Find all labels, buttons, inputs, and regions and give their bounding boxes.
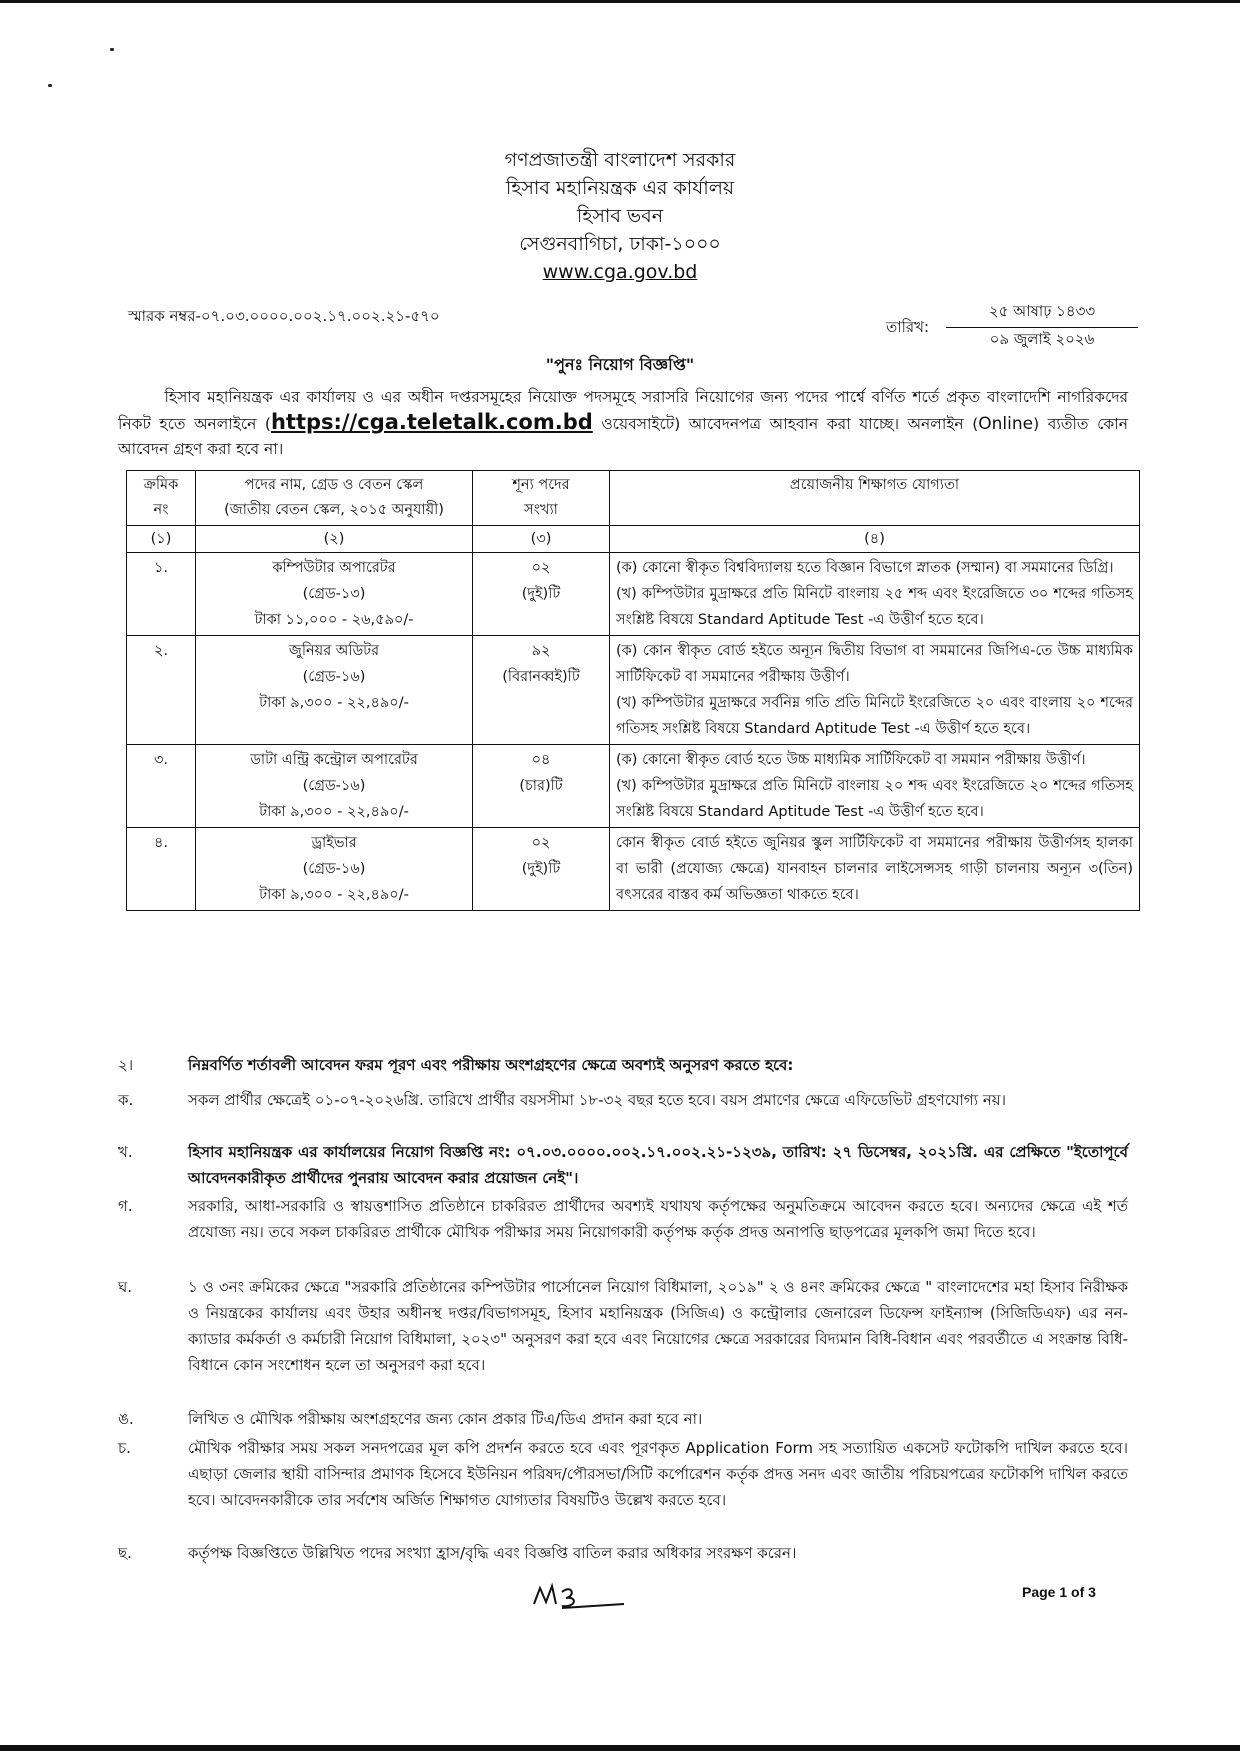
table-row (127, 553, 1140, 636)
row-count (473, 553, 610, 636)
header-post-line1: পদের নাম, গ্রেড ও বেতন স্কেল (244, 477, 424, 493)
post-grade: (গ্রেড-১৬) (302, 669, 366, 685)
date-bangla: ২৫ আষাঢ় ১৪৩৩ (946, 300, 1138, 328)
count-number: ০৪ (531, 752, 551, 768)
post-scale: টাকা ৯,৩০০ - ২২,৪৯০/- (259, 804, 409, 820)
bottom-border (0, 1745, 1240, 1751)
condition-marker: চ. (118, 1439, 131, 1457)
qualification-a: কোন স্বীকৃত বোর্ড হইতে জুনিয়র স্কুল সার্টিফিকেট বা সমমানের পরীক্ষায় উত্তীর্ণসহ হালকা বা ভারী (প্রযোজ্য ক্ষেত্রে) যানবাহন চালনার লাইসেন্সসহ গাড়ী চালনায় অন্যূন ৩(তিন) বৎসরের বাস্তব কর্ম অভিজ্ঞতা থাকতে হবে। (616, 835, 1133, 903)
row-count (473, 828, 610, 911)
scan-speck (48, 84, 52, 87)
condition-marker: খ. (118, 1143, 133, 1161)
column-number: (৩) (473, 526, 610, 553)
condition-text: লিখিত ও মৌখিক পরীক্ষায় অংশগ্রহণের জন্য কোন প্রকার টিএ/ডিএ প্রদান করা হবে না। (188, 1410, 703, 1428)
column-number: (৪) (610, 526, 1140, 553)
count-number: ০২ (531, 835, 551, 851)
page-number: Page 1 of 3 (1022, 1584, 1096, 1600)
intro-text-3: ) ব্যতীত কোন আবেদন গ্রহণ করা হবে না। (118, 415, 1128, 458)
address: সেগুনবাগিচা, ঢাকা-১০০০ (519, 233, 721, 255)
office-name: হিসাব মহানিয়ন্ত্রক এর কার্যালয় (505, 177, 735, 199)
post-grade: (গ্রেড-১৬) (302, 778, 366, 794)
qualification-a: (ক) কোনো স্বীকৃত বোর্ড হতে উচ্চ মাধ্যমিক সার্টিফিকেট বা সমমান পরীক্ষায় উত্তীর্ণ। (616, 752, 1086, 768)
qualification-b: (খ) কম্পিউটার মুদ্রাক্ষরে প্রতি মিনিটে বাংলায় ২৫ শব্দ এবং ইংরেজিতে ৩০ শব্দের গতিসহ সংশ্লিষ্ট বিষয়ে Standard Aptitude Test -এ উত্তীর্ণ হতে হবে। (616, 586, 1133, 628)
row-count (473, 636, 610, 745)
row-serial: ৪. (127, 828, 196, 911)
govt-name: গণপ্রজাতন্ত্রী বাংলাদেশ সরকার (504, 149, 736, 171)
post-scale: টাকা ১১,০০০ - ২৬,৫৯০/- (254, 612, 414, 628)
row-post (196, 745, 473, 828)
count-number: ৯২ (531, 643, 551, 659)
condition-marker: ঙ. (118, 1410, 134, 1428)
condition-text: ১ ও ৩নং ক্রমিকের ক্ষেত্রে "সরকারি প্রতিষ্ঠানের কম্পিউটার পার্সোনেল নিয়োগ বিধিমালা, ২০১৯" ২ ও ৪নং ক্রমিকের ক্ষেত্রে " বাংলাদেশের মহা হিসাব নিরীক্ষক ও নিয়ন্ত্রকের কার্যালয় এবং উহার অধীনস্থ দপ্তর/বিভাগসমূহ, হিসাব মহানিয়ন্ত্রক (সিজিএ) ও কন্ট্রোলার জেনারেল ডিফেন্স ফাইন্যান্স (সিজিডিএফ) এর নন-ক্যাডার কর্মকর্তা ও কর্মচারী নিয়োগ বিধিমালা, ২০২৩" অনুসরণ করা হবে এবং নিয়োগের ক্ষেত্রে সরকারের বিদ্যমান বিধি-বিধান এবং পরবর্তীতে এ সংক্রান্ত বিধি-বিধানে কোন সংশোধন হলে তা অনুসরণ করা হবে। (188, 1278, 1128, 1374)
count-words: (দুই)টি (521, 861, 561, 877)
count-words: (দুই)টি (521, 586, 561, 602)
post-grade: (গ্রেড-১৩) (302, 586, 366, 602)
row-serial: ১. (127, 553, 196, 636)
condition-text: মৌখিক পরীক্ষার সময় সকল সনদপত্রের মূল কপি প্রদর্শন করতে হবে এবং পূরণকৃত Application Form সহ সত্যায়িত একসেট ফটোকপি দাখিল করতে হবে। এছাড়া জেলার স্থায়ী বাসিন্দার প্রমাণক হিসেবে ইউনিয়ন পরিষদ/পৌরসভা/সিটি কর্পোরেশন কর্তৃক প্রদত্ত সনদ এবং জাতীয় পরিচয়পত্রের ফটোকপি দাখিল করতে হবে। আবেদনকারীকে তার সর্বশেষ অর্জিত শিক্ষাগত যোগ্যতার বিষয়টিও উল্লেখ করতে হবে। (188, 1439, 1128, 1509)
date-english: ০৯ জুলাই ২০২৬ (989, 330, 1095, 348)
count-words: (বিরানব্বই)টি (502, 669, 580, 685)
post-name: কম্পিউটার অপারেটর (272, 560, 396, 576)
posts-table (126, 470, 1140, 911)
header-post (196, 471, 473, 526)
table-header-row (127, 471, 1140, 526)
header-serial (127, 471, 196, 526)
column-number-row (127, 526, 1140, 553)
table-row (127, 828, 1140, 911)
letterhead (0, 146, 1240, 286)
online-word: Online (978, 414, 1034, 434)
condition-text: কর্তৃপক্ষ বিজ্ঞপ্তিতে উল্লিখিত পদের সংখ্যা হ্রাস/বৃদ্ধি এবং বিজ্ঞপ্তি বাতিল করার অধিকার সংরক্ষণ করেন। (188, 1544, 797, 1562)
row-post (196, 636, 473, 745)
row-qualification (610, 828, 1140, 911)
table-row (127, 636, 1140, 745)
condition-marker: ক. (118, 1091, 134, 1109)
row-post (196, 553, 473, 636)
post-grade: (গ্রেড-১৬) (302, 861, 366, 877)
post-scale: টাকা ৯,৩০০ - ২২,৪৯০/- (259, 887, 409, 903)
header-vacancy-line2: সংখ্যা (524, 502, 558, 518)
header-serial-line1: ক্রমিক (143, 477, 179, 493)
row-serial: ২. (127, 636, 196, 745)
condition-marker: ঘ. (118, 1278, 133, 1296)
website-link[interactable]: www.cga.gov.bd (542, 261, 698, 283)
column-number: (২) (196, 526, 473, 553)
post-name: ডাটা এন্ট্রি কন্ট্রোল অপারেটর (250, 752, 418, 768)
row-qualification (610, 553, 1140, 636)
application-url-link[interactable]: https://cga.teletalk.com.bd (270, 410, 593, 434)
header-vacancy-line1: শূন্য পদের (512, 477, 570, 493)
header-serial-line2: নং (153, 502, 169, 518)
column-number: (১) (127, 526, 196, 553)
section-heading-text: নিম্নবর্ণিত শর্তাবলী আবেদন ফরম পূরণ এবং পরীক্ষায় অংশগ্রহণের ক্ষেত্রে অবশ্যই অনুসরণ করতে হবে: (188, 1056, 794, 1074)
intro-text-1: হিসাব মহানিয়ন্ত্রক এর কার্যালয় ও এর অধীন দপ্তরসমূহের নিয়োক্ত পদসমূহে সরাসরি নিয়োগের জন্য পদের পার্শ্বে বর্ণিত শর্তে প্রকৃত বাংলাদেশি নাগরিকদের নিকট হতে অনলাইনে ( (118, 388, 1128, 433)
qualification-a: (ক) কোনো স্বীকৃত বিশ্ববিদ্যালয় হতে বিজ্ঞান বিভাগে স্নাতক (সম্মান) বা সমমানের ডিগ্রি। (616, 560, 1114, 576)
qualification-b: (খ) কম্পিউটার মুদ্রাক্ষরে সর্বনিম্ন গতি প্রতি মিনিটে ইংরেজিতে ২০ এবং বাংলায় ২০ শব্দের গতিসহ সংশ্লিষ্ট বিষয়ে Standard Aptitude Test -এ উত্তীর্ণ হতে হবে। (616, 695, 1133, 737)
count-number: ০২ (531, 560, 551, 576)
top-border (0, 0, 1240, 3)
row-serial: ৩. (127, 745, 196, 828)
row-count (473, 745, 610, 828)
row-qualification (610, 636, 1140, 745)
scan-speck (110, 48, 114, 51)
condition-text: সরকারি, আধা-সরকারি ও স্বায়ত্তশাসিত প্রতিষ্ঠানে চাকরিরত প্রার্থীদের অবশ্যই যথাযথ কর্তৃপক্ষের অনুমতিক্রমে আবেদন করতে হবে। অন্যদের ক্ষেত্রে এই শর্ত প্রযোজ্য নয়। তবে সকল চাকরিরত প্রার্থীকে মৌখিক পরীক্ষার সময় নিয়োগকারী কর্তৃপক্ষ কর্তৃক প্রদত্ত অনাপত্তি ছাড়পত্রের মূলকপি জমা দিতে হবে। (188, 1197, 1128, 1241)
row-post (196, 828, 473, 911)
date-label: তারিখ: (886, 318, 930, 336)
post-name: জুনিয়র অডিটর (288, 643, 380, 659)
signature-initials (532, 1574, 628, 1614)
header-post-line2: (জাতীয় বেতন স্কেল, ২০১৫ অনুযায়ী) (224, 502, 444, 518)
row-qualification (610, 745, 1140, 828)
section-marker: ২। (118, 1056, 134, 1074)
table-row (127, 745, 1140, 828)
date-block (886, 300, 1138, 352)
header-vacancy (473, 471, 610, 526)
count-words: (চার)টি (519, 778, 563, 794)
condition-marker: ছ. (118, 1544, 132, 1562)
post-scale: টাকা ৯,৩০০ - ২২,৪৯০/- (259, 695, 409, 711)
intro-paragraph (118, 385, 1128, 462)
condition-marker: গ. (118, 1197, 133, 1215)
header-qualification: প্রয়োজনীয় শিক্ষাগত যোগ্যতা (610, 471, 1140, 526)
building-name: হিসাব ভবন (576, 205, 664, 227)
condition-text: হিসাব মহানিয়ন্ত্রক এর কার্যালয়ের নিয়োগ বিজ্ঞপ্তি নং: ০৭.০৩.০০০০.০০২.১৭.০০২.২১-১২৩৯, তারিখ: ২৭ ডিসেম্বর, ২০২১খ্রি. এর প্রেক্ষিতে "ইতোপূর্বে আবেদনকারীকৃত প্রার্থীদের পুনরায় আবেদন করার প্রয়োজন নেই"। (188, 1143, 1128, 1187)
condition-text: সকল প্রার্থীর ক্ষেত্রেই ০১-০৭-২০২৬খ্রি. তারিখে প্রার্থীর বয়সসীমা ১৮-৩২ বছর হতে হবে। বয়স প্রমাণের ক্ষেত্রে এফিডেভিট গ্রহণযোগ্য নয়। (188, 1091, 1006, 1109)
qualification-b: (খ) কম্পিউটার মুদ্রাক্ষরে প্রতি মিনিটে বাংলায় ২০ শব্দ এবং ইংরেজিতে ২০ শব্দের গতিসহ সংশ্লিষ্ট বিষয়ে Standard Aptitude Test -এ উত্তীর্ণ হতে হবে। (616, 778, 1133, 820)
notice-title: "পুনঃ নিয়োগ বিজ্ঞপ্তি" (545, 355, 695, 374)
intro-text-2: ওয়েবসাইটে) আবেদনপত্র আহবান করা যাচ্ছে। অনলাইন ( (592, 415, 979, 433)
memo-number: স্মারক নম্বর-০৭.০৩.০০০০.০০২.১৭.০০২.২১-৫৭০ (128, 307, 440, 325)
post-name: ড্রাইভার (311, 835, 357, 851)
qualification-a: (ক) কোন স্বীকৃত বোর্ড হইতে অন্যূন দ্বিতীয় বিভাগ বা সমমানের জিপিএ-তে উচ্চ মাধ্যমিক সার্টিফিকেট বা সমমানের পরীক্ষায় উত্তীর্ণ। (616, 643, 1133, 685)
